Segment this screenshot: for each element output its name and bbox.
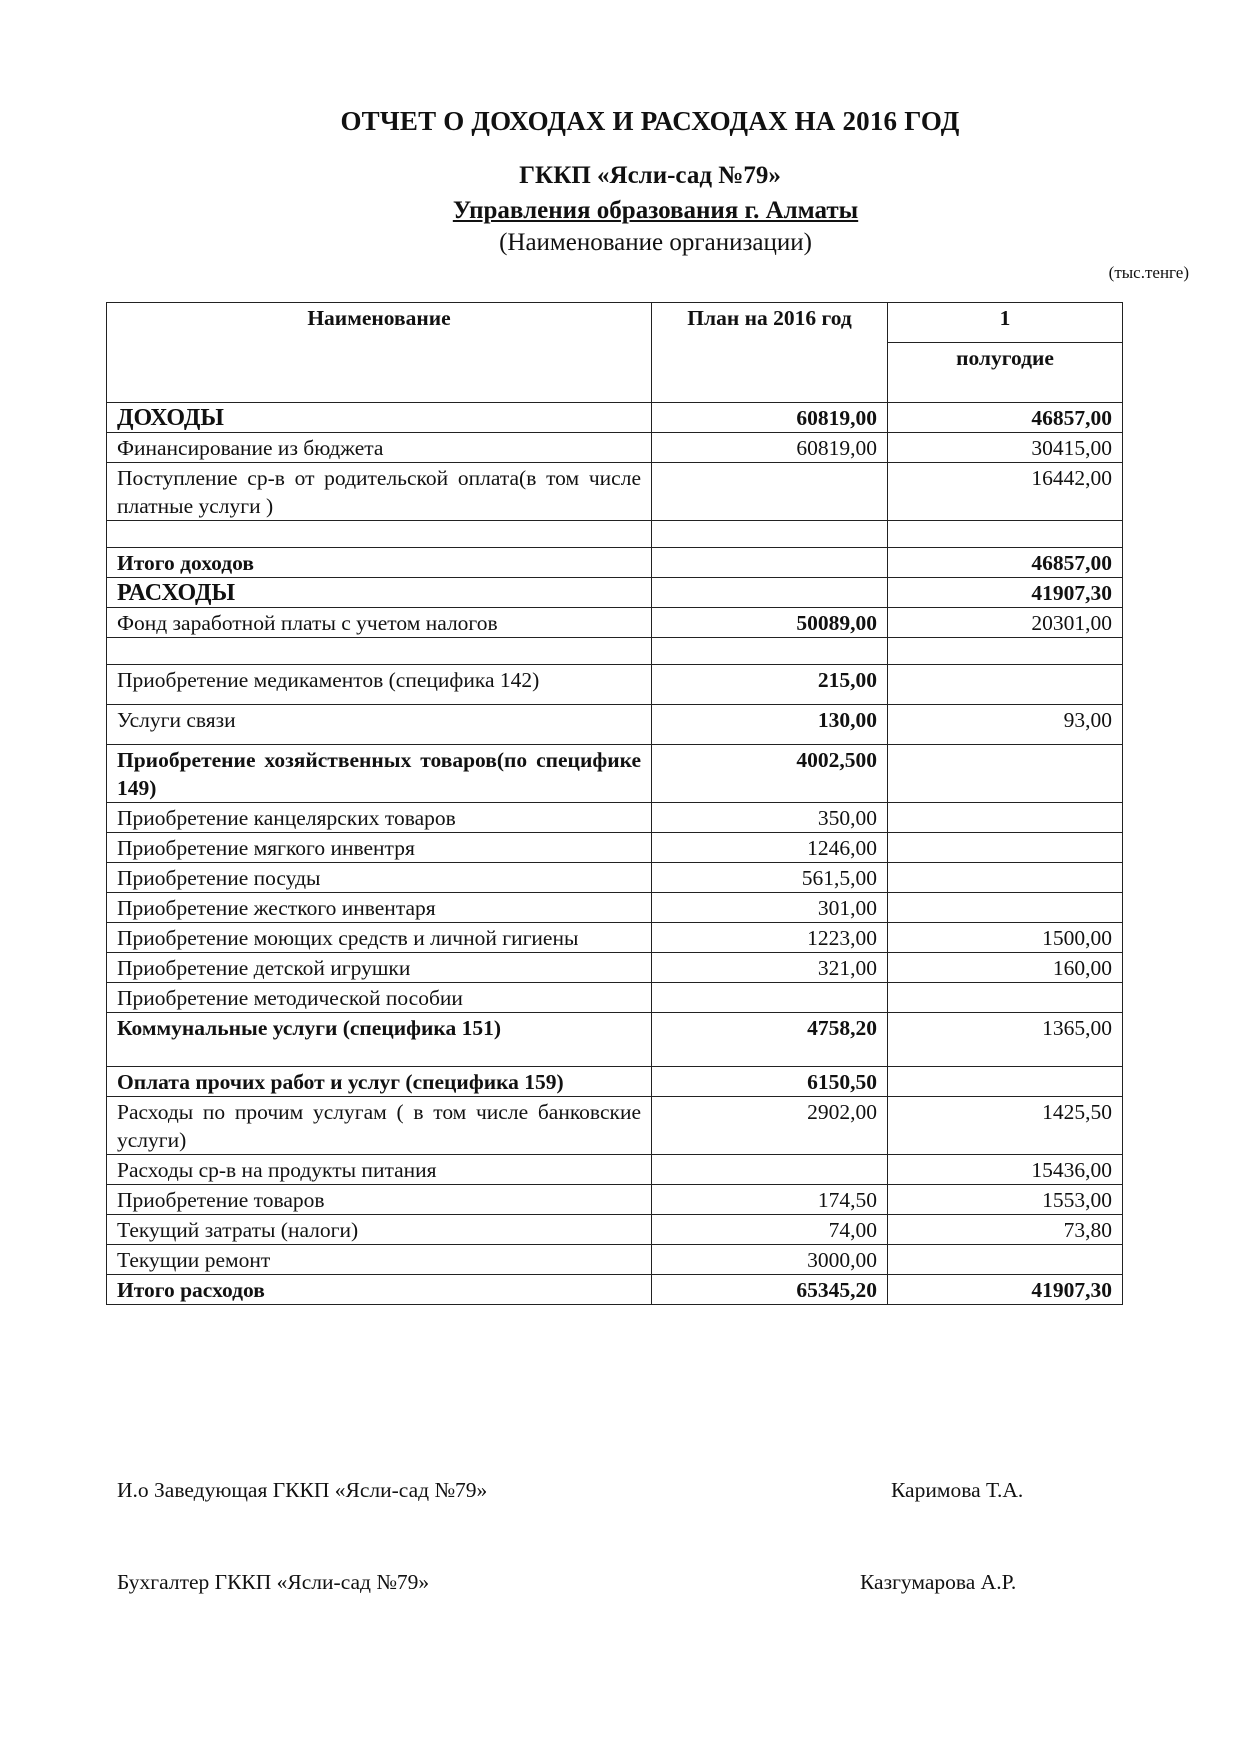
row-plan — [652, 983, 888, 1013]
row-plan: 2902,00 — [652, 1097, 888, 1155]
row-half: 46857,00 — [888, 548, 1123, 578]
table-row — [107, 1275, 1123, 1305]
column-header-plan: План на 2016 год — [652, 303, 888, 403]
row-name: Услуги связи — [107, 705, 652, 745]
table-row — [107, 1097, 1123, 1155]
row-name: Приобретение методической пособии — [107, 983, 652, 1013]
report-title: ОТЧЕТ О ДОХОДАХ И РАСХОДАХ НА 2016 ГОД — [340, 106, 960, 136]
organization-caption: (Наименование организации) — [499, 229, 812, 256]
table-row — [107, 521, 1123, 548]
table-row — [107, 608, 1123, 638]
row-plan: 50089,00 — [652, 608, 888, 638]
table-row — [107, 1245, 1123, 1275]
organization-name: ГККП «Ясли-сад №79» — [519, 162, 781, 189]
row-plan: 3000,00 — [652, 1245, 888, 1275]
table-row — [107, 833, 1123, 863]
table-row — [107, 705, 1123, 745]
table-row — [107, 893, 1123, 923]
table-row — [107, 433, 1123, 463]
row-name: Фонд заработной платы с учетом налогов — [107, 608, 652, 638]
row-half — [888, 1245, 1123, 1275]
row-name: Текущий затраты (налоги) — [107, 1215, 652, 1245]
row-name: РАСХОДЫ — [107, 578, 652, 608]
table-row — [107, 1067, 1123, 1097]
row-half: 73,80 — [888, 1215, 1123, 1245]
accountant-role: Бухгалтер ГККП «Ясли-сад №79» — [117, 1570, 430, 1594]
table-row — [107, 803, 1123, 833]
row-half: 93,00 — [888, 705, 1123, 745]
row-half — [888, 521, 1123, 548]
row-plan: 1246,00 — [652, 833, 888, 863]
row-plan: 350,00 — [652, 803, 888, 833]
row-half: 15436,00 — [888, 1155, 1123, 1185]
row-plan: 6150,50 — [652, 1067, 888, 1097]
table-row — [107, 1013, 1123, 1067]
row-half: 20301,00 — [888, 608, 1123, 638]
head-role: И.о Заведующая ГККП «Ясли-сад №79» — [117, 1478, 488, 1502]
row-half — [888, 745, 1123, 803]
row-plan — [652, 548, 888, 578]
row-plan: 60819,00 — [652, 403, 888, 433]
row-name: Расходы ср-в на продукты питания — [107, 1155, 652, 1185]
row-half: 46857,00 — [888, 403, 1123, 433]
table-row — [107, 548, 1123, 578]
income-expense-table — [106, 302, 1123, 1305]
row-name: ДОХОДЫ — [107, 403, 652, 433]
row-half — [888, 983, 1123, 1013]
table-row — [107, 1185, 1123, 1215]
row-plan: 1223,00 — [652, 923, 888, 953]
table-row — [107, 953, 1123, 983]
table-row — [107, 403, 1123, 433]
row-plan — [652, 638, 888, 665]
table-row — [107, 638, 1123, 665]
row-half — [888, 893, 1123, 923]
row-half — [888, 638, 1123, 665]
row-half — [888, 1067, 1123, 1097]
row-name: Итого доходов — [107, 548, 652, 578]
row-half: 30415,00 — [888, 433, 1123, 463]
units-note: (тыс.тенге) — [1108, 263, 1189, 282]
row-plan: 301,00 — [652, 893, 888, 923]
row-plan — [652, 521, 888, 548]
organization-department: Управления образования г. Алматы — [452, 197, 859, 224]
row-name: Приобретение товаров — [107, 1185, 652, 1215]
row-half: 1365,00 — [888, 1013, 1123, 1067]
row-plan: 4002,500 — [652, 745, 888, 803]
row-name: Расходы по прочим услугам ( в том числе банковские услуги) — [107, 1097, 652, 1155]
row-name: Приобретение посуды — [107, 863, 652, 893]
row-name: Текущии ремонт — [107, 1245, 652, 1275]
row-half: 16442,00 — [888, 463, 1123, 521]
row-name — [107, 638, 652, 665]
row-half — [888, 833, 1123, 863]
row-plan: 130,00 — [652, 705, 888, 745]
column-header-half-label: полугодие — [888, 343, 1123, 403]
row-half — [888, 665, 1123, 705]
row-name: Приобретение мягкого инвентря — [107, 833, 652, 863]
row-plan — [652, 578, 888, 608]
row-half: 1425,50 — [888, 1097, 1123, 1155]
row-half: 41907,30 — [888, 1275, 1123, 1305]
row-plan: 174,50 — [652, 1185, 888, 1215]
table-header-row — [107, 303, 1123, 343]
row-name: Приобретение моющих средств и личной гигиены — [107, 923, 652, 953]
row-half: 1500,00 — [888, 923, 1123, 953]
row-half — [888, 863, 1123, 893]
head-name: Каримова Т.А. — [891, 1478, 1024, 1502]
row-name: Итого расходов — [107, 1275, 652, 1305]
table-row — [107, 1155, 1123, 1185]
row-name: Коммунальные услуги (специфика 151) — [107, 1013, 652, 1067]
row-plan: 74,00 — [652, 1215, 888, 1245]
row-name: Приобретение канцелярских товаров — [107, 803, 652, 833]
row-half: 1553,00 — [888, 1185, 1123, 1215]
table-row — [107, 1215, 1123, 1245]
row-half — [888, 803, 1123, 833]
row-plan: 4758,20 — [652, 1013, 888, 1067]
row-plan: 215,00 — [652, 665, 888, 705]
table-row — [107, 923, 1123, 953]
row-name: Приобретение жесткого инвентаря — [107, 893, 652, 923]
column-header-name: Наименование — [107, 303, 652, 403]
row-name — [107, 521, 652, 548]
table-row — [107, 863, 1123, 893]
table-row — [107, 745, 1123, 803]
row-name: Приобретение хозяйственных товаров(по специфике 149) — [107, 745, 652, 803]
row-plan — [652, 1155, 888, 1185]
accountant-name: Казгумарова А.Р. — [860, 1570, 1017, 1594]
row-name: Приобретение медикаментов (специфика 142) — [107, 665, 652, 705]
row-name: Приобретение детской игрушки — [107, 953, 652, 983]
row-name: Поступление ср-в от родительской оплата(в том числе платные услуги ) — [107, 463, 652, 521]
table-row — [107, 665, 1123, 705]
row-plan — [652, 463, 888, 521]
column-header-half-number: 1 — [888, 303, 1123, 343]
table-row — [107, 983, 1123, 1013]
row-plan: 60819,00 — [652, 433, 888, 463]
table-row — [107, 578, 1123, 608]
row-half: 41907,30 — [888, 578, 1123, 608]
table-row — [107, 463, 1123, 521]
row-plan: 65345,20 — [652, 1275, 888, 1305]
row-name: Финансирование из бюджета — [107, 433, 652, 463]
row-half: 160,00 — [888, 953, 1123, 983]
row-plan: 561,5,00 — [652, 863, 888, 893]
row-plan: 321,00 — [652, 953, 888, 983]
row-name: Оплата прочих работ и услуг (специфика 159) — [107, 1067, 652, 1097]
